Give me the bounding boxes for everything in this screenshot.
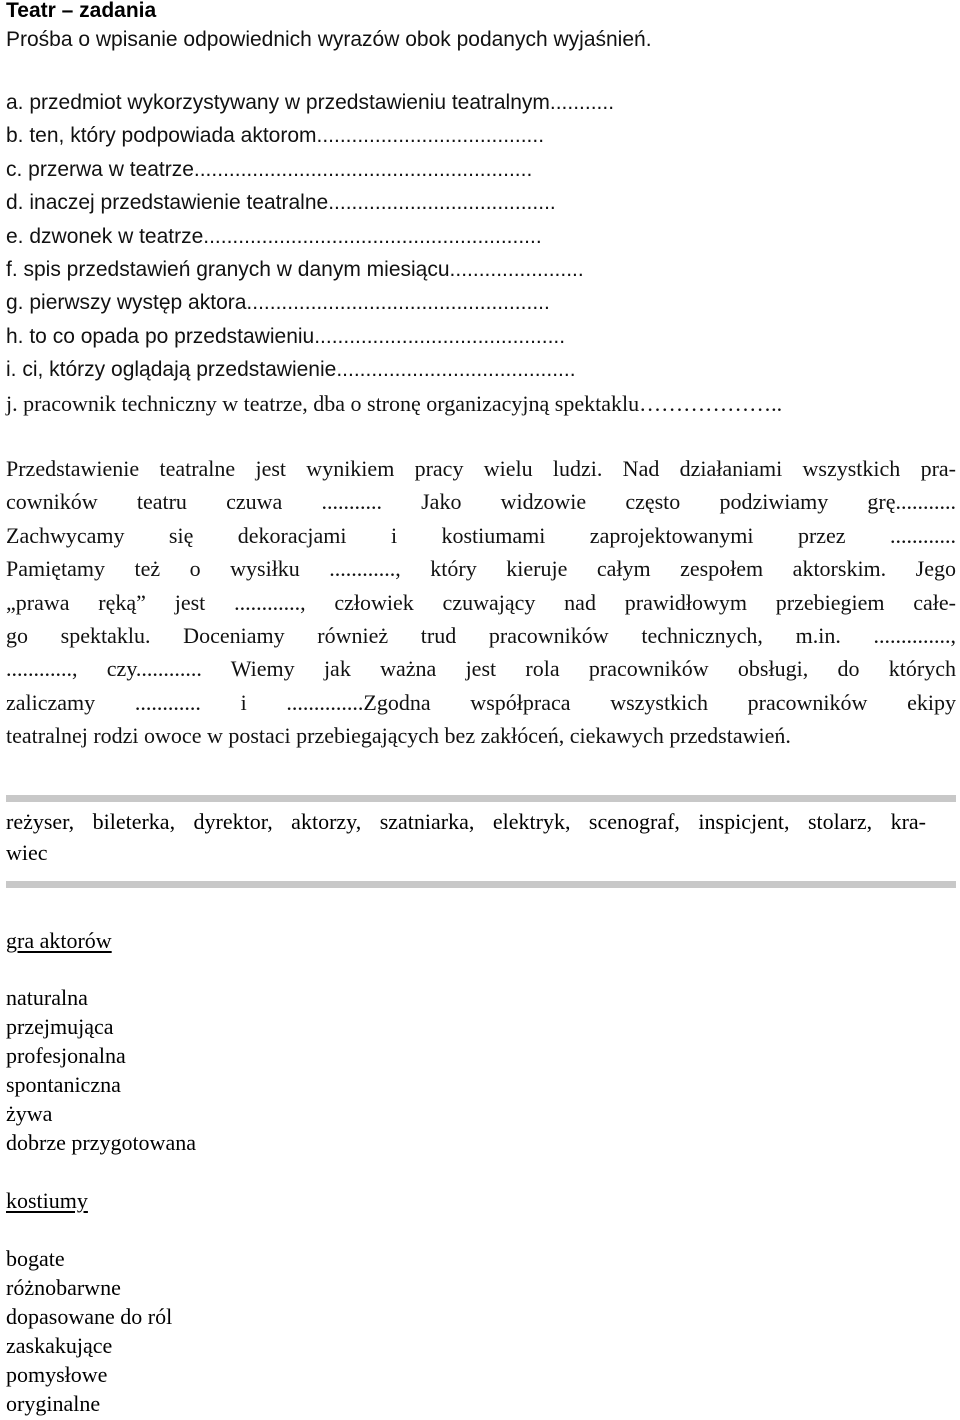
definition-item: j. pracownik techniczny w teatrze, dba o stronę organizacyjną spektaklu……………….. (6, 390, 783, 416)
word-bank-line: wiec (6, 840, 48, 865)
paragraph-line: Przedstawienie teatralne jest wynikiem pracy wielu ludzi. Nad działaniami wszystkich pra- (6, 456, 956, 481)
paragraph-line: Zachwycamy się dekoracjami i kostiumami zaprojektowanymi przez ............ (6, 522, 956, 548)
list-item: bogate (6, 1246, 65, 1271)
list-item: dopasowane do ról (6, 1304, 173, 1329)
paragraph-line: teatralnej rodzi owoce w postaci przebiegających bez zakłóceń, ciekawych przedstawień. (6, 723, 791, 749)
definition-item: f. spis przedstawień granych w danym miesiącu....................... (6, 257, 584, 281)
cloze-paragraph (6, 452, 956, 753)
paragraph-line: „prawa ręką” jest ............, człowiek czuwający nad prawidłowym przebiegiem całe- (6, 589, 956, 615)
list-item: profesjonalna (6, 1043, 126, 1068)
definition-item: c. przerwa w teatrze.......................................................... (6, 157, 533, 181)
list-item: zaskakujące (6, 1333, 113, 1358)
adjective-list-kostiumy (6, 1244, 172, 1418)
section-heading-gra-aktorow: gra aktorów (6, 928, 112, 953)
definition-item: g. pierwszy występ aktora.................................................... (6, 291, 550, 315)
definition-item: d. inaczej przedstawienie teatralne....................................... (6, 191, 556, 215)
definition-item: e. dzwonek w teatrze.......................................................... (6, 224, 542, 248)
paragraph-line: zaliczamy ............ i ..............Zgodna współpraca wszystkich pracowników ekipy (6, 689, 956, 715)
list-item: żywa (6, 1101, 53, 1126)
definition-list (6, 86, 956, 420)
definition-item: b. ten, który podpowiada aktorom....................................... (6, 124, 545, 148)
word-bank (6, 806, 956, 868)
section-heading-kostiumy: kostiumy (6, 1188, 88, 1213)
definition-item: a. przedmiot wykorzystywany w przedstawieniu teatralnym........... (6, 91, 615, 114)
word-bank-top-border (6, 795, 956, 802)
document-title: Teatr – zadania (6, 0, 157, 22)
list-item: przejmująca (6, 1014, 114, 1039)
word-bank-line: reżyser, bileterka, dyrektor, aktorzy, szatniarka, elektryk, scenograf, inspicjent, stolarz, kra- (6, 809, 926, 834)
definition-item: h. to co opada po przedstawieniu........................................... (6, 324, 566, 348)
list-item: spontaniczna (6, 1072, 121, 1097)
definition-item: i. ci, którzy oglądają przedstawienie......................................... (6, 358, 576, 382)
paragraph-line: Pamiętamy też o wysiłku ............, który kieruje całym zespołem aktorskim. Jego (6, 556, 956, 582)
paragraph-line: ............, czy............ Wiemy jak ważna jest rola pracowników obsługi, do których (6, 656, 956, 682)
adjective-list-gra-aktorow (6, 983, 196, 1157)
list-item: naturalna (6, 985, 88, 1010)
task-instruction: Prośba o wpisanie odpowiednich wyrazów obok podanych wyjaśnień. (6, 28, 652, 51)
list-item: różnobarwne (6, 1275, 121, 1300)
list-item: dobrze przygotowana (6, 1130, 196, 1155)
word-bank-bottom-border (6, 881, 956, 888)
paragraph-line: cowników teatru czuwa ........... Jako widzowie często podziwiamy grę........... (6, 489, 956, 515)
list-item: pomysłowe (6, 1362, 108, 1387)
list-item: oryginalne (6, 1391, 101, 1416)
paragraph-line: go spektaklu. Doceniamy również trud pracowników technicznych, m.in. .............., (6, 622, 956, 648)
